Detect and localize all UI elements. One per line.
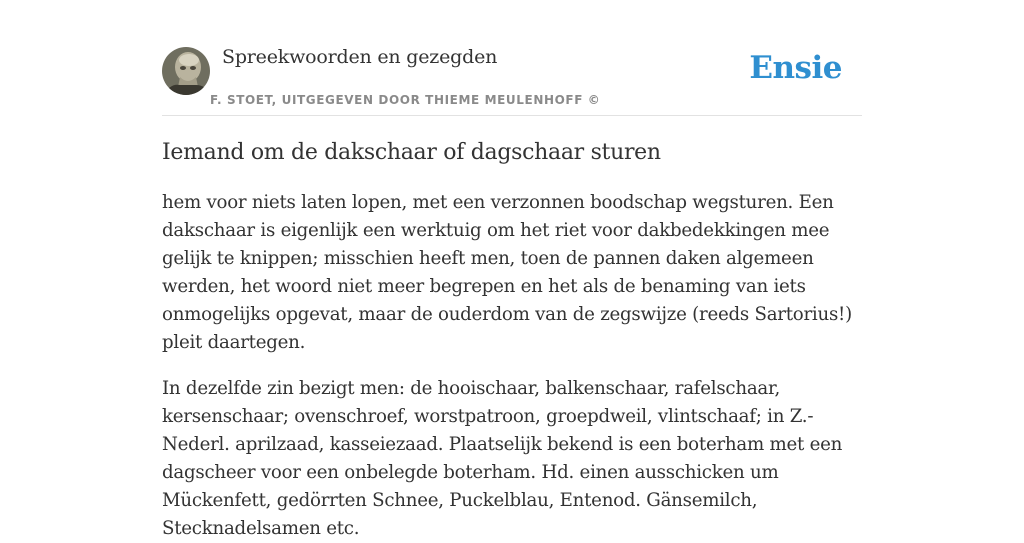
source-header [162, 40, 862, 116]
author-portrait-icon[interactable] [162, 47, 210, 95]
author-portrait-svg [162, 47, 210, 95]
entry-paragraph: In dezelfde zin bezigt men: de hooischaar, balkenschaar, rafelschaar, kersenschaar; ovenschroef, worstpatroon, groepdweil, vlintschaaf; in Z.-Nederl. aprilzaad, kasseiezaad. Plaatselijk bekend is een boterham met een dagscheer voor een onbelegde boterham. Hd. einen ausschicken um Mückenfett, gedörrten Schnee, Puckelblau, Entenod. Gänsemilch, Stecknadelsamen etc. [162, 378, 843, 539]
entry-card [162, 40, 862, 543]
entry-paragraph: hem voor niets laten lopen, met een verzonnen boodschap wegsturen. Een dakschaar is eigenlijk een werktuig om het riet voor dakbedekkingen mee gelijk te knippen; misschien heeft men, toen de pannen daken algemeen werden, het woord niet meer begrepen en het als de benaming van iets onmogelijks opgevat, maar de ouderdom van de zegswijze (reeds Sartorius!) pleit daartegen. [162, 192, 852, 353]
source-title[interactable]: Spreekwoorden en gezegden [222, 46, 498, 68]
source-author: F. STOET, UITGEGEVEN DOOR THIEME MEULENHOFF © [210, 93, 601, 107]
entry-title: Iemand om de dakschaar of dagschaar sturen [162, 140, 661, 165]
brand-logo[interactable]: Ensie [749, 50, 842, 86]
